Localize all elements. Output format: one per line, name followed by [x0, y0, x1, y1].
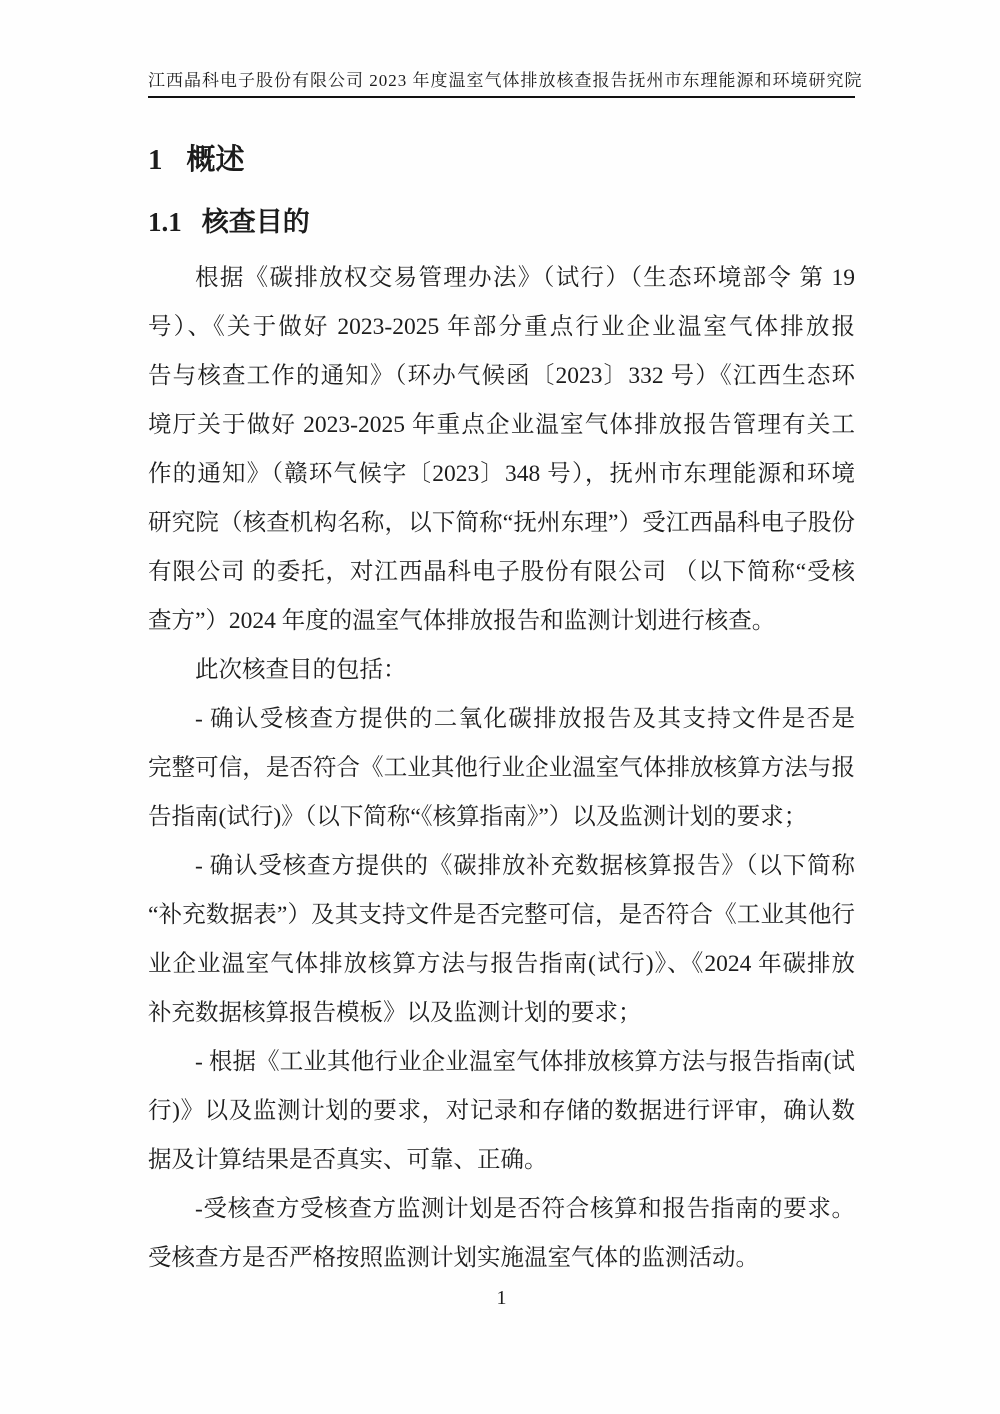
paragraph-line: 补充数据核算报告模板》以及监测计划的要求； — [148, 1000, 642, 1026]
section-heading-1 — [148, 143, 855, 177]
paragraph-line: 有限公司 的委托，对江西晶科电子股份有限公司 （以下简称“受核 — [148, 559, 855, 585]
paragraph-line: 此次核查目的包括： — [195, 657, 407, 683]
paragraph-line: 查方”）2024 年度的温室气体排放报告和监测计划进行核查。 — [148, 608, 776, 634]
page-header — [148, 70, 863, 98]
paragraph-line: 研究院（核查机构名称，以下简称“抚州东理”）受江西晶科电子股份 — [148, 510, 855, 536]
subsection-title: 核查目的 — [201, 207, 310, 237]
header-right-title: 抚州市东理能源和环境研究院 — [628, 71, 863, 90]
paragraph-line: 境厅关于做好 2023-2025 年重点企业温室气体排放报告管理有关工 — [148, 412, 855, 438]
paragraph-line: - 根据《工业其他行业企业温室气体排放核算方法与报告指南(试 — [195, 1049, 855, 1075]
paragraph-line: 根据《碳排放权交易管理办法》（试行）（生态环境部令 第 19 — [195, 265, 855, 291]
page-number: 1 — [496, 1287, 507, 1309]
page-footer — [148, 1283, 855, 1313]
paragraph-line: “补充数据表”）及其支持文件是否完整可信，是否符合《工业其他行 — [148, 902, 855, 928]
section-title: 概述 — [186, 144, 245, 176]
paragraph-line: 据及计算结果是否真实、可靠、正确。 — [148, 1147, 548, 1173]
paragraph-line: -受核查方受核查方监测计划是否符合核算和报告指南的要求。 — [195, 1196, 855, 1222]
section-number: 1 — [148, 144, 163, 176]
paragraph-line: 号）、《关于做好 2023-2025 年部分重点行业企业温室气体排放报 — [148, 314, 855, 340]
paragraph-line: - 确认受核查方提供的二氧化碳排放报告及其支持文件是否是 — [195, 706, 855, 732]
paragraph-line: 告与核查工作的通知》（环办气候函〔2023〕332 号）《江西生态环 — [148, 363, 855, 389]
section-heading-1-1 — [148, 206, 855, 238]
document-body — [148, 254, 855, 1283]
subsection-number: 1.1 — [148, 207, 182, 237]
paragraph-line: 完整可信，是否符合《工业其他行业企业温室气体排放核算方法与报 — [148, 755, 855, 781]
paragraph-line: 作的通知》（赣环气候字〔2023〕348 号），抚州市东理能源和环境 — [148, 461, 855, 487]
paragraph-line: 行)》以及监测计划的要求，对记录和存储的数据进行评审，确认数 — [148, 1098, 855, 1124]
paragraph-line: 业企业温室气体排放核算方法与报告指南(试行)》、《2024 年碳排放 — [148, 951, 855, 977]
paragraph-line: - 确认受核查方提供的《碳排放补充数据核算报告》（以下简称 — [195, 853, 855, 879]
paragraph-line: 受核查方是否严格按照监测计划实施温室气体的监测活动。 — [148, 1245, 759, 1271]
header-left-title: 江西晶科电子股份有限公司 2023 年度温室气体排放核查报告 — [148, 71, 629, 90]
paragraph-line: 告指南(试行)》（以下简称“《核算指南》”）以及监测计划的要求； — [148, 804, 808, 830]
